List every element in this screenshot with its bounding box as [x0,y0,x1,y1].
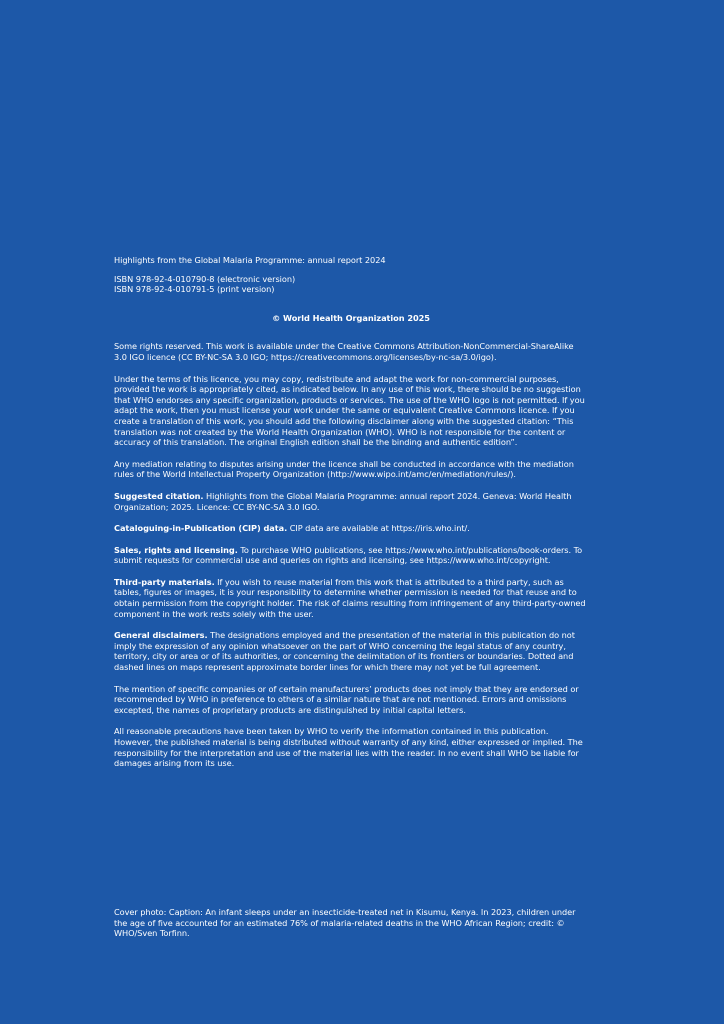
imprint-block [114,255,588,780]
precautions-paragraph: All reasonable precautions have been taken by WHO to verify the information contained in this publication. However, the published material is being distributed without warranty of any kind, either expressed or implied. The responsibility for the interpretation and use of the material lies with the reader. In no event shall WHO be liable for damages arising from its use. [114,726,583,769]
general-disclaimers-text: The designations employed and the presentation of the material in this publication do not imply the expression of any opinion whatsoever on the part of WHO concerning the legal status of any country, territory, city or area or of its authorities, or concerning the delimitation of its frontiers or boundaries. Dotted and dashed lines on maps represent approximate border lines for which there may not yet be full agreement. [114,630,575,673]
sales-text: To purchase WHO publications, see https://www.who.int/publications/book-orders. To submit requests for commercial use and queries on rights and licensing, see https://www.who.int/copyright. [114,544,583,566]
licence-terms-paragraph: Under the terms of this licence, you may copy, redistribute and adapt the work for non-commercial purposes, provided the work is appropriately cited, as indicated below. In any use of this work, there should be no suggestion that WHO endorses any specific organization, products or services. The use of the WHO logo is not permitted. If you adapt the work, then you must license your work under the same or equivalent Creative Commons licence. If you create a translation of this work, you should add the following disclaimer along with the suggested citation: “This translation was not created by the World Health Organization (WHO). WHO is not responsible for the content or accuracy of this translation. The original English edition shall be the binding and authentic edition”. [114,373,585,448]
general-disclaimers-label: General disclaimers. [114,630,208,641]
third-party-label: Third-party materials. [114,576,215,587]
suggested-citation-label: Suggested citation. [114,490,204,501]
publication-title: Highlights from the Global Malaria Programme: annual report 2024 [114,255,386,265]
sales-label: Sales, rights and licensing. [114,544,238,555]
cip-label: Cataloguing-in-Publication (CIP) data. [114,523,288,534]
rights-paragraph: Some rights reserved. This work is available under the Creative Commons Attribution-NonCommercial-ShareAlike 3.0 IGO licence (CC BY-NC-SA 3.0 IGO; https://creativecommons.org/licenses/by-nc-sa/3.0/igo). [114,341,574,362]
cover-photo-credit [114,907,588,939]
suggested-citation-text: Highlights from the Global Malaria Programme: annual report 2024. Geneva: World Health Organization; 2025. Licence: CC BY-NC-SA 3.0 IGO. [114,490,572,512]
general-disclaimers-paragraph [114,630,588,672]
third-party-paragraph [114,577,588,619]
mention-paragraph: The mention of specific companies or of certain manufacturers’ products does not imply that they are endorsed or recommended by WHO in preference to others of a similar nature that are not mentioned. Errors and omissions excepted, the names of proprietary products are distinguished by initial capital letters. [114,683,579,715]
cip-text: CIP data are available at https://iris.who.int/. [287,523,470,534]
mediation-paragraph: Any mediation relating to disputes arising under the licence shall be conducted in accordance with the mediation rules of the World Intellectual Property Organization (http://www.wipo.int/amc/en/mediation/rules/). [114,458,574,480]
third-party-text: If you wish to reuse material from this work that is attributed to a third party, such as tables, figures or images, it is your responsibility to determine whether permission is needed for that reuse and to obtain permission from the copyright holder. The risk of claims resulting from infringement of any third-party-owned component in the work rests solely with the user. [114,576,586,619]
sales-paragraph [114,545,588,566]
isbn-electronic: ISBN 978-92-4-010790-8 (electronic version) [114,273,296,284]
cip-paragraph [114,523,588,534]
suggested-citation-paragraph [114,491,588,512]
cover-photo-caption: Cover photo: Caption: An infant sleeps under an insecticide-treated net in Kisumu, Kenya. In 2023, children under the age of five accounted for an estimated 76% of malaria-related deaths in the WHO African Region; credit: © WHO/Sven Torfinn. [114,907,576,939]
copyright-notice: © World Health Organization 2025 [272,312,430,323]
isbn-print: ISBN 978-92-4-010791-5 (print version) [114,284,275,295]
